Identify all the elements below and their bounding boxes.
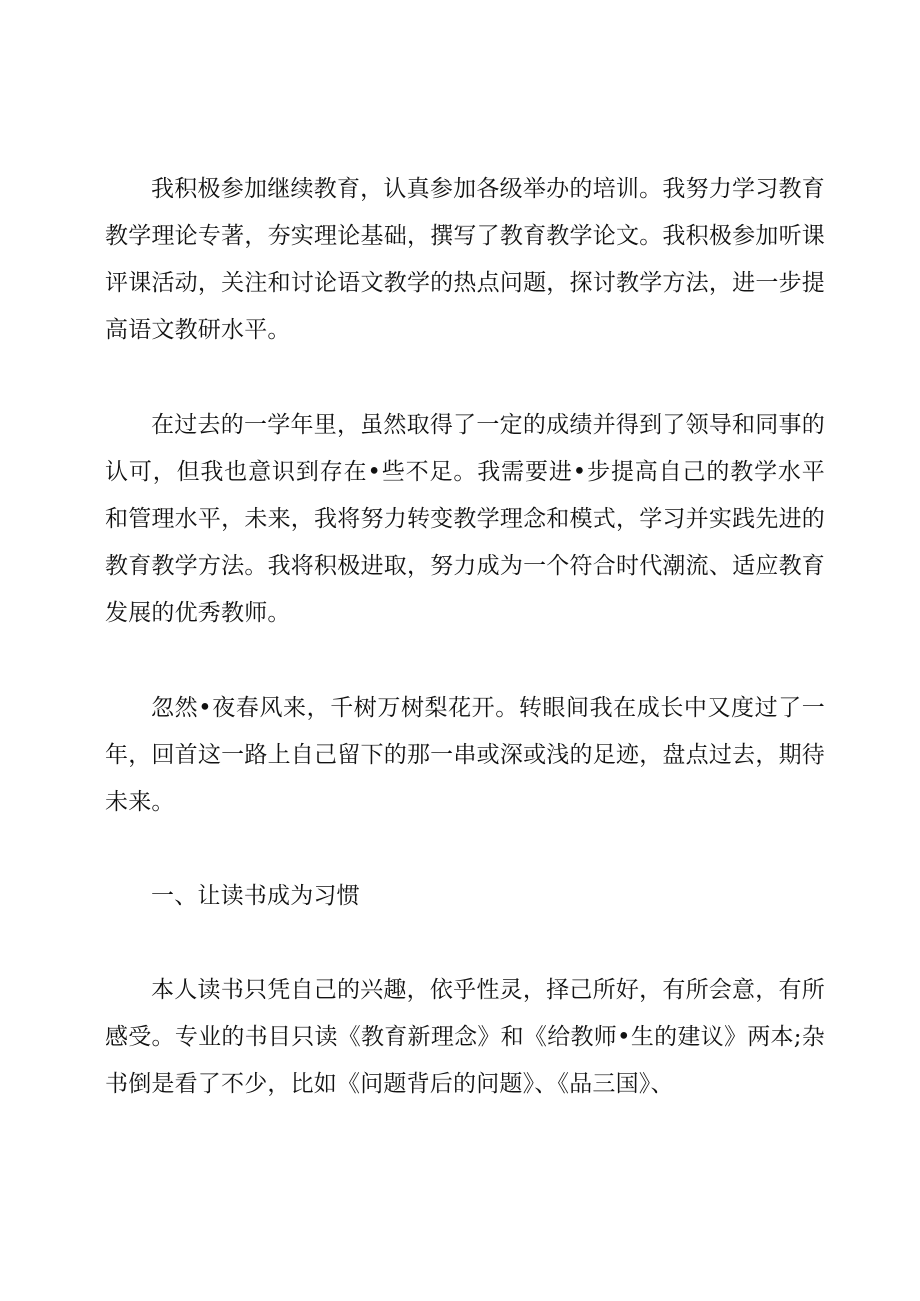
paragraph-reflection: 在过去的一学年里，虽然取得了一定的成绩并得到了领导和同事的认可，但我也意识到存在•些不足。我需要进•步提高自己的教学水平和管理水平，未来，我将努力转变教学理念和模式，学习并实践先进的教育教学方法。我将积极进取，努力成为一个符合时代潮流、适应教育发展的优秀教师。 (105, 412, 825, 626)
section-heading: 一、让读书成为习惯 (151, 883, 360, 909)
paragraph-reading: 本人读书只凭自己的兴趣，依乎性灵，择己所好，有所会意，有所感受。专业的书目只读《教育新理念》和《给教师•生的建议》两本;杂书倒是看了不少，比如《问题背后的问题》、《品三国》、 (105, 977, 825, 1097)
paragraph-continuing-education: 我积极参加继续教育，认真参加各级举办的培训。我努力学习教育教学理论专著，夯实理论基础，撰写了教育教学论文。我积极参加听课评课活动，关注和讨论语文教学的热点问题，探讨教学方法，进一步提高语文教研水平。 (105, 176, 825, 343)
paragraph-new-year: 忽然•夜春风来，千树万树梨花开。转眼间我在成长中又度过了一年，回首这一路上自己留下的那一串或深或浅的足迹，盘点过去，期待未来。 (105, 695, 825, 815)
